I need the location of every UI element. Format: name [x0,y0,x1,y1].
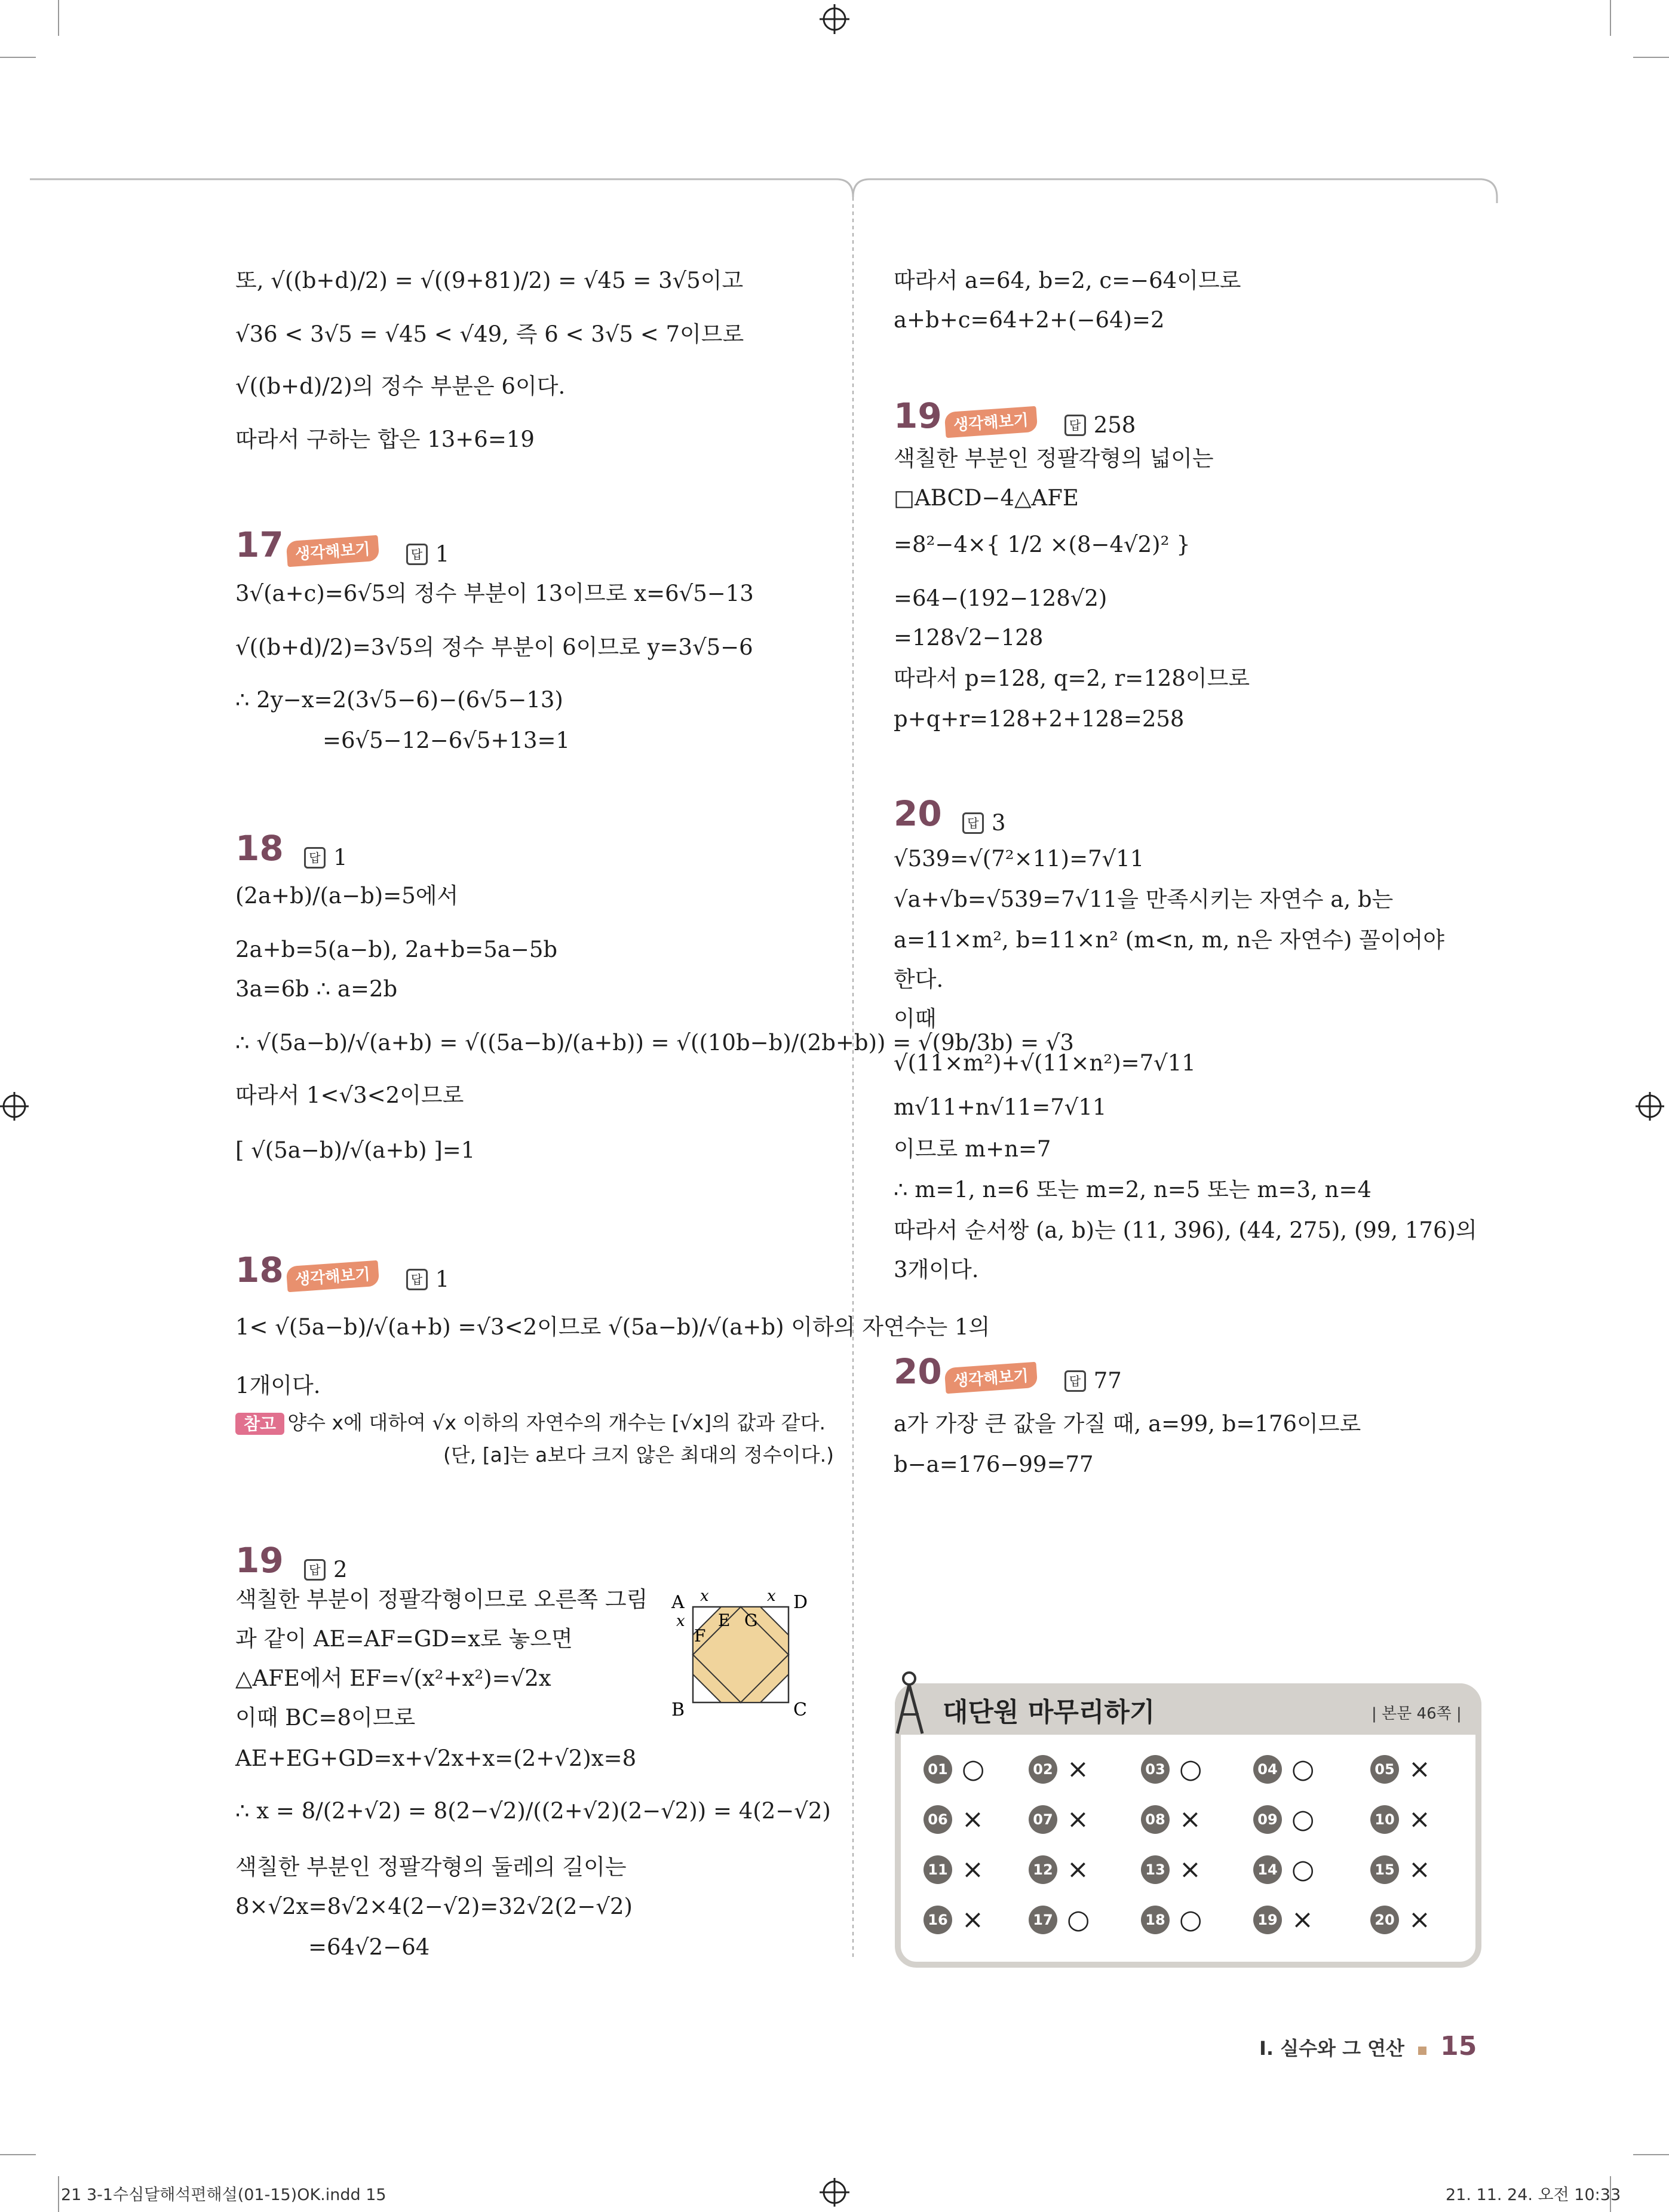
summary-item-number: 05 [1370,1755,1399,1784]
label-x: x [767,1587,776,1605]
summary-item-number: 12 [1029,1855,1057,1884]
think-badge: 생각해보기 [286,535,379,567]
text-line: 3√(a+c)=6√5의 정수 부분이 13이므로 x=6√5−13 [235,581,754,606]
problem-header-18b [235,1251,449,1292]
text-line: 따라서 1<√3<2이므로 [235,1082,464,1108]
text-line: √539=√(7²×11)=7√11 [894,846,1145,872]
label-x: x [676,1612,685,1630]
text-line: 2a+b=5(a−b), 2a+b=5a−5b [235,937,558,962]
answer-icon: 답 [406,544,428,565]
problem-header-19b [894,397,1136,438]
text-line: 따라서 a=64, b=2, c=−64이므로 [894,268,1241,293]
text-line: 8×√2x=8√2×4(2−√2)=32√2(2−√2) [235,1894,633,1919]
summary-item-mark: × [1179,1804,1201,1834]
summary-item-number: 13 [1141,1855,1170,1884]
summary-item-number: 10 [1370,1805,1399,1834]
text-line: 과 같이 AE=AF=GD=x로 놓으면 [235,1626,573,1652]
text-line: =128√2−128 [894,625,1044,651]
summary-item-number: 14 [1253,1855,1282,1884]
summary-item-number: 15 [1370,1855,1399,1884]
text-line: 1< √(5a−b)/√(a+b) =√3<2이므로 √(5a−b)/√(a+b) 이하의 자연수는 1의 [235,1314,990,1340]
answer-value: 3 [992,810,1006,836]
text-line: 또, √((b+d)/2) = √((9+81)/2) = √45 = 3√5이고 [235,268,744,293]
summary-item-number: 04 [1253,1755,1282,1784]
text-line: 따라서 구하는 합은 13+6=19 [235,427,535,452]
page-number: 15 [1440,2031,1477,2061]
problem-header-17 [235,526,449,567]
label-C: C [793,1699,807,1720]
summary-item-mark: × [1179,1854,1201,1885]
text-line: =8²−4×{ 1/2 ×(8−4√2)² } [894,532,1191,557]
problem-header-19 [235,1541,348,1582]
text-line: 이때 BC=8이므로 [235,1705,416,1731]
problem-number: 19 [235,1540,284,1581]
label-D: D [793,1592,808,1613]
answer-value: 1 [435,541,450,567]
label-B: B [671,1699,685,1720]
text-line: 따라서 p=128, q=2, r=128이므로 [894,665,1250,691]
text-line: √36 < 3√5 = √45 < √49, 즉 6 < 3√5 < 7이므로 [235,321,744,347]
registration-mark-bottom [820,2178,849,2207]
summary-item-mark: ○ [1067,1904,1090,1935]
text-line: 색칠한 부분이 정팔각형이므로 오른쪽 그림 [235,1587,648,1612]
octagon-shape [693,1607,789,1702]
text-line: ∴ 2y−x=2(3√5−6)−(6√5−13) [235,687,563,713]
label-A: A [671,1592,685,1613]
summary-item-mark: × [1067,1854,1089,1885]
problem-header-20b [894,1352,1122,1394]
label-x: x [700,1587,709,1605]
text-line: =6√5−12−6√5+13=1 [323,728,570,753]
summary-item-number: 01 [924,1755,952,1784]
registration-mark-top [820,4,849,34]
problem-number: 19 [894,395,942,436]
text-line: □ABCD−4△AFE [894,485,1079,511]
text-line: =64√2−64 [308,1934,430,1960]
think-badge: 생각해보기 [944,406,1037,438]
answer-icon: 답 [1064,1370,1086,1392]
answer-icon: 답 [1064,415,1086,436]
problem-number: 17 [235,524,284,565]
text-line: b−a=176−99=77 [894,1452,1094,1477]
problem-header-20 [894,794,1006,836]
text-line: a가 가장 큰 값을 가질 때, a=99, b=176이므로 [894,1411,1361,1437]
summary-item-number: 08 [1141,1805,1170,1834]
summary-item-number: 18 [1141,1906,1170,1934]
summary-item-mark: × [962,1904,984,1935]
summary-item-mark: ○ [1179,1904,1202,1935]
text-line: AE+EG+GD=x+√2x+x=(2+√2)x=8 [235,1745,637,1771]
summary-item-mark: ○ [1291,1754,1315,1784]
label-F: F [694,1626,706,1646]
text-line: 이므로 m+n=7 [894,1136,1051,1162]
summary-item-number: 16 [924,1906,952,1934]
summary-item-number: 20 [1370,1906,1399,1934]
text-line: 3a=6b ∴ a=2b [235,976,398,1002]
answer-icon: 답 [962,812,984,834]
print-date: 21. 11. 24. 오전 10:33 [1446,2186,1621,2204]
answer-icon: 답 [406,1269,428,1290]
problem-number: 20 [894,1351,942,1392]
text-line: (2a+b)/(a−b)=5에서 [235,883,459,909]
file-info: 21 3-1수심달해석편해설(01-15)OK.indd 15 [61,2186,386,2204]
summary-title: 대단원 마무리하기 [943,1697,1155,1728]
problem-number: 18 [235,828,284,869]
text-line: 따라서 순서쌍 (a, b)는 (11, 396), (44, 275), (99, 176)의 [894,1217,1477,1243]
answer-value: 77 [1093,1368,1122,1394]
text-line: p+q+r=128+2+128=258 [894,706,1185,732]
reference-tag: 참고 [235,1413,284,1435]
summary-item-mark: × [1409,1754,1431,1784]
summary-page-ref: | 본문 46쪽 | [1372,1705,1462,1723]
page-footer-chapter [1259,2031,1477,2061]
text-line: 색칠한 부분인 정팔각형의 둘레의 길이는 [235,1854,627,1880]
compass-icon [890,1668,932,1739]
summary-item-mark: × [1409,1904,1431,1935]
text-line: 이때 [894,1006,937,1032]
summary-item-mark: × [1291,1904,1314,1935]
registration-mark-left [0,1092,29,1121]
text-line: √((b+d)/2)의 정수 부분은 6이다. [235,373,566,399]
problem-number: 20 [894,793,942,834]
text-line: √a+√b=√539=7√11을 만족시키는 자연수 a, b는 [894,886,1394,912]
summary-item-number: 03 [1141,1755,1170,1784]
text-line: 1개이다. [235,1373,321,1398]
think-badge: 생각해보기 [944,1362,1037,1394]
problem-header-18 [235,829,348,870]
answer-value: 258 [1093,412,1136,438]
answer-value: 1 [333,845,348,870]
summary-item-mark: × [962,1854,984,1885]
label-G: G [744,1610,758,1630]
separator-square [1418,2047,1426,2055]
problem-number: 18 [235,1250,284,1290]
answer-icon: 답 [304,1559,326,1581]
text-line: ∴ x = 8/(2+√2) = 8(2−√2)/((2+√2)(2−√2)) = 4(2−√2) [235,1798,831,1824]
text-line: ∴ m=1, n=6 또는 m=2, n=5 또는 m=3, n=4 [894,1177,1372,1202]
summary-item-mark: ○ [1179,1754,1202,1784]
text-line: 한다. [894,967,944,992]
text-line: √((b+d)/2)=3√5의 정수 부분이 6이므로 y=3√5−6 [235,634,753,660]
think-badge: 생각해보기 [286,1260,379,1293]
label-E: E [718,1610,731,1630]
summary-item-number: 06 [924,1805,952,1834]
text-line: 색칠한 부분인 정팔각형의 넓이는 [894,446,1214,471]
summary-item-mark: × [1067,1804,1089,1834]
text-line: [ √(5a−b)/√(a+b) ]=1 [235,1137,475,1163]
text-line: m√11+n√11=7√11 [894,1094,1107,1120]
text-line: △AFE에서 EF=√(x²+x²)=√2x [235,1665,551,1691]
summary-item-mark: ○ [1291,1804,1315,1834]
chapter-title: I. 실수와 그 연산 [1259,2037,1404,2060]
answer-value: 2 [333,1557,348,1582]
summary-item-mark: × [1067,1754,1089,1784]
note-text: (단, [a]는 a보다 크지 않은 최대의 정수이다.) [443,1443,834,1467]
text-line: √(11×m²)+√(11×n²)=7√11 [894,1050,1196,1076]
note-text: 양수 x에 대하여 √x 이하의 자연수의 개수는 [√x]의 값과 같다. [287,1411,826,1434]
text-line: 3개이다. [894,1257,979,1283]
registration-mark-right [1636,1092,1664,1121]
summary-item-number: 11 [924,1855,952,1884]
text-line: a=11×m², b=11×n² (m<n, m, n은 자연수) 꼴이어야 [894,927,1444,953]
summary-item-mark: ○ [1291,1854,1315,1885]
text-line: ∴ √(5a−b)/√(a+b) = √((5a−b)/(a+b)) = √((10b−b)/(2b+b)) = √(9b/3b) = √3 [235,1030,1074,1056]
summary-item-number: 17 [1029,1906,1057,1934]
summary-item-mark: × [1409,1804,1431,1834]
answer-icon: 답 [304,847,326,869]
octagon-figure [669,1583,818,1726]
answer-value: 1 [435,1266,450,1292]
summary-item-mark: × [1409,1854,1431,1885]
text-line: =64−(192−128√2) [894,585,1107,611]
summary-item-number: 19 [1253,1906,1282,1934]
summary-item-number: 02 [1029,1755,1057,1784]
summary-item-number: 07 [1029,1805,1057,1834]
summary-item-mark: ○ [962,1754,985,1784]
reference-note [235,1407,826,1435]
summary-item-mark: × [962,1804,984,1834]
text-line: a+b+c=64+2+(−64)=2 [894,307,1165,333]
summary-item-number: 09 [1253,1805,1282,1834]
